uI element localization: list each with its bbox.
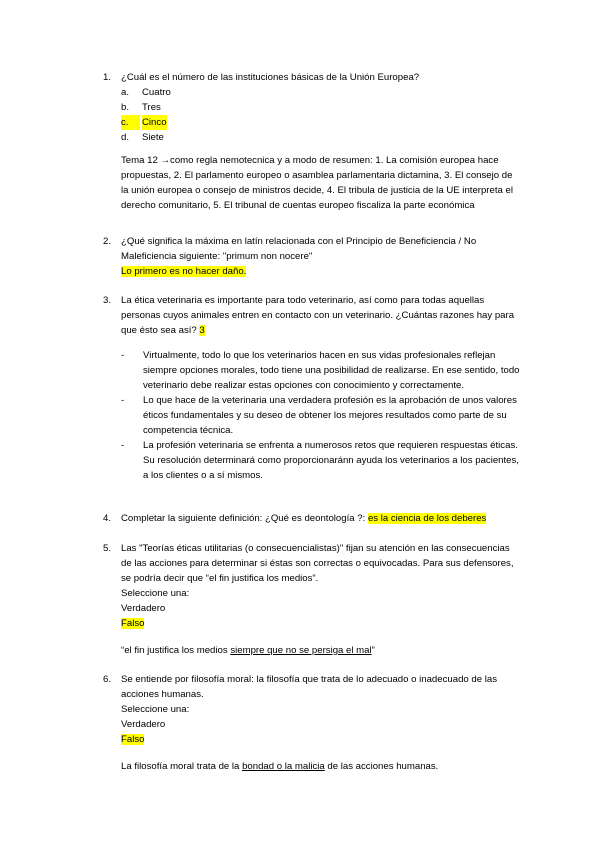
note-text: La filosofía moral trata de la xyxy=(121,761,243,772)
list-item xyxy=(121,438,521,483)
option-letter: a. xyxy=(121,87,130,98)
option-text: Cinco xyxy=(142,117,167,128)
answer-highlight: Lo primero es no hacer daño. xyxy=(121,266,247,277)
question-text: Completar la siguiente definición: ¿Qué es deontología ?: xyxy=(121,513,366,524)
explanation-note: Tema 12 →como regla nemotecnica y a modo de resumen: 1. La comisión europea hace propuestas, 2. El parlamento europeo o asamblea parlamentaria dictamina, 3. El consejo de la unión europea o consejo de ministros decide, 4. El tribula de justicia de la UE interpreta el derecho comunitario, 5. El tribunal de cuentas europeo fiscaliza la parte económica xyxy=(121,155,513,211)
option-false-correct: Falso xyxy=(121,618,145,629)
question-number: 6. xyxy=(103,674,112,685)
question-2 xyxy=(103,234,521,279)
select-label: Seleccione una: xyxy=(121,588,190,599)
dash-bullet: - xyxy=(121,350,125,361)
list-item xyxy=(121,393,521,438)
option-true: Verdadero xyxy=(121,719,166,730)
reasons-list xyxy=(121,348,521,483)
select-label: Seleccione una: xyxy=(121,704,190,715)
question-text: ¿Cuál es el número de las instituciones básicas de la Unión Europea? xyxy=(121,72,420,83)
option-text: Siete xyxy=(142,132,164,143)
answer-highlight: 3 xyxy=(199,325,205,336)
question-5 xyxy=(103,541,521,658)
question-4 xyxy=(103,511,521,526)
question-text: La ética veterinaria es importante para todo veterinario, así como para todas aquellas personas cuyos animales entren en contacto con un veterinario. ¿Cuántas razones hay para que ésto sea así? xyxy=(121,295,515,336)
option-letter: d. xyxy=(121,132,130,143)
option-c-correct xyxy=(121,115,521,130)
option-true: Verdadero xyxy=(121,603,166,614)
options-list xyxy=(121,85,521,145)
option-d xyxy=(121,130,521,145)
option-text: Cuatro xyxy=(142,87,171,98)
question-number: 4. xyxy=(103,513,112,524)
list-item-text: Lo que hace de la veterinaria una verdadera profesión es la aprobación de unos valores éticos fundamentales y su deseo de obtener los mejores resultados como parte de su competencia técnica. xyxy=(143,395,517,436)
note-text: “el fin justifica los medios xyxy=(121,645,231,656)
list-item xyxy=(121,348,521,393)
option-b xyxy=(121,100,521,115)
question-text: Las "Teorías éticas utilitarias (o consecuencialistas)" fijan su atención en las consecuencias de las acciones para determinar si éstas son correctas o equivocadas. Para sus defensores, se podría decir que “el fin justifica los medios”. xyxy=(121,543,514,584)
option-false-correct: Falso xyxy=(121,734,145,745)
question-number: 1. xyxy=(103,72,112,83)
question-6 xyxy=(103,672,521,774)
dash-bullet: - xyxy=(121,440,125,451)
question-number: 3. xyxy=(103,295,112,306)
list-item-text: Virtualmente, todo lo que los veterinarios hacen en sus vidas profesionales reflejan siempre opciones morales, todo tiene una posibilidad de realizarse. En ese sentido, todo veterinario debe realizar estas opciones con conocimiento y correctamente. xyxy=(143,350,520,391)
list-item-text: La profesión veterinaria se enfrenta a numerosos retos que requieren respuestas éticas. Su resolución determinará como proporcionaránn ayuda los veterinarios a los pacientes, a los clientes o a sí mismos. xyxy=(143,440,519,481)
answer-highlight: es la ciencia de los deberes xyxy=(367,513,487,524)
question-text: Se entiende por filosofía moral: la filosofía que trata de lo adecuado o inadecuado de las acciones humanas. xyxy=(121,674,498,700)
question-text: ¿Qué significa la máxima en latín relacionada con el Principio de Beneficiencia / No Maleficiencia siguiente: "primum non nocere" xyxy=(121,236,477,262)
question-3 xyxy=(103,293,521,483)
question-number: 5. xyxy=(103,543,112,554)
question-1 xyxy=(103,70,521,213)
note-text: ” xyxy=(371,645,375,656)
note-underlined: siempre que no se persiga el mal xyxy=(230,645,372,656)
option-a xyxy=(121,85,521,100)
explanation-note xyxy=(121,643,521,658)
dash-bullet: - xyxy=(121,395,125,406)
option-letter: b. xyxy=(121,102,130,113)
option-text: Tres xyxy=(142,102,161,113)
note-underlined: bondad o la malicia xyxy=(242,761,325,772)
question-number: 2. xyxy=(103,236,112,247)
option-letter: c. xyxy=(121,115,140,130)
note-text: de las acciones humanas. xyxy=(324,761,439,772)
explanation-note xyxy=(121,759,521,774)
